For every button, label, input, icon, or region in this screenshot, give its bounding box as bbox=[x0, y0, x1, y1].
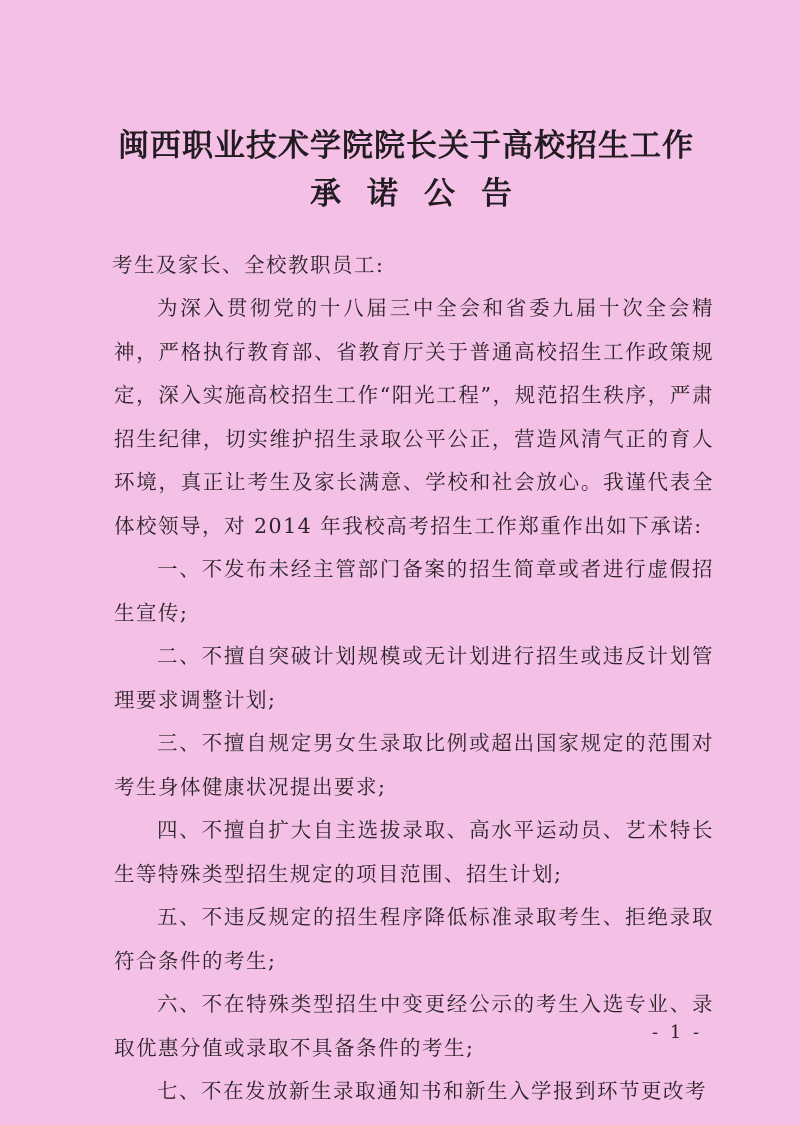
document-title: 闽西职业技术学院院长关于高校招生工作 bbox=[118, 128, 694, 164]
document-subtitle: 承诺公告 bbox=[310, 176, 538, 212]
commitment-item: 三、不擅自规定男女生录取比例或超出国家规定的范围对考生身体健康状况提出要求; bbox=[114, 731, 714, 799]
salutation: 考生及家长、全校教职员工: bbox=[112, 253, 385, 277]
document-body bbox=[114, 287, 714, 1114]
commitment-item: 七、不在发放新生录取通知书和新生入学报到环节更改考 bbox=[157, 1079, 707, 1103]
commitment-item: 二、不擅自突破计划规模或无计划进行招生或违反计划管理要求调整计划; bbox=[114, 644, 714, 712]
intro-paragraph: 为深入贯彻党的十八届三中全会和省委九届十次全会精神，严格执行教育部、省教育厅关于普通高校招生工作政策规定，深入实施高校招生工作“阳光工程”，规范招生秩序，严肃招生纪律，切实维护招生录取公平公正，营造风清气正的育人环境，真正让考生及家长满意、学校和社会放心。我谨代表全体校领导，对 2014 年我校高考招生工作郑重作出如下承诺: bbox=[114, 296, 714, 538]
commitment-item: 六、不在特殊类型招生中变更经公示的考生入选专业、录取优惠分值或录取不具备条件的考生; bbox=[114, 992, 714, 1060]
commitment-item: 四、不擅自扩大自主选拔录取、高水平运动员、艺术特长生等特殊类型招生规定的项目范围、招生计划; bbox=[114, 818, 714, 886]
commitment-item: 一、不发布未经主管部门备案的招生简章或者进行虚假招生宣传; bbox=[114, 557, 714, 625]
page-number: - 1 - bbox=[652, 1022, 703, 1043]
commitment-item: 五、不违反规定的招生程序降低标准录取考生、拒绝录取符合条件的考生; bbox=[114, 905, 714, 973]
